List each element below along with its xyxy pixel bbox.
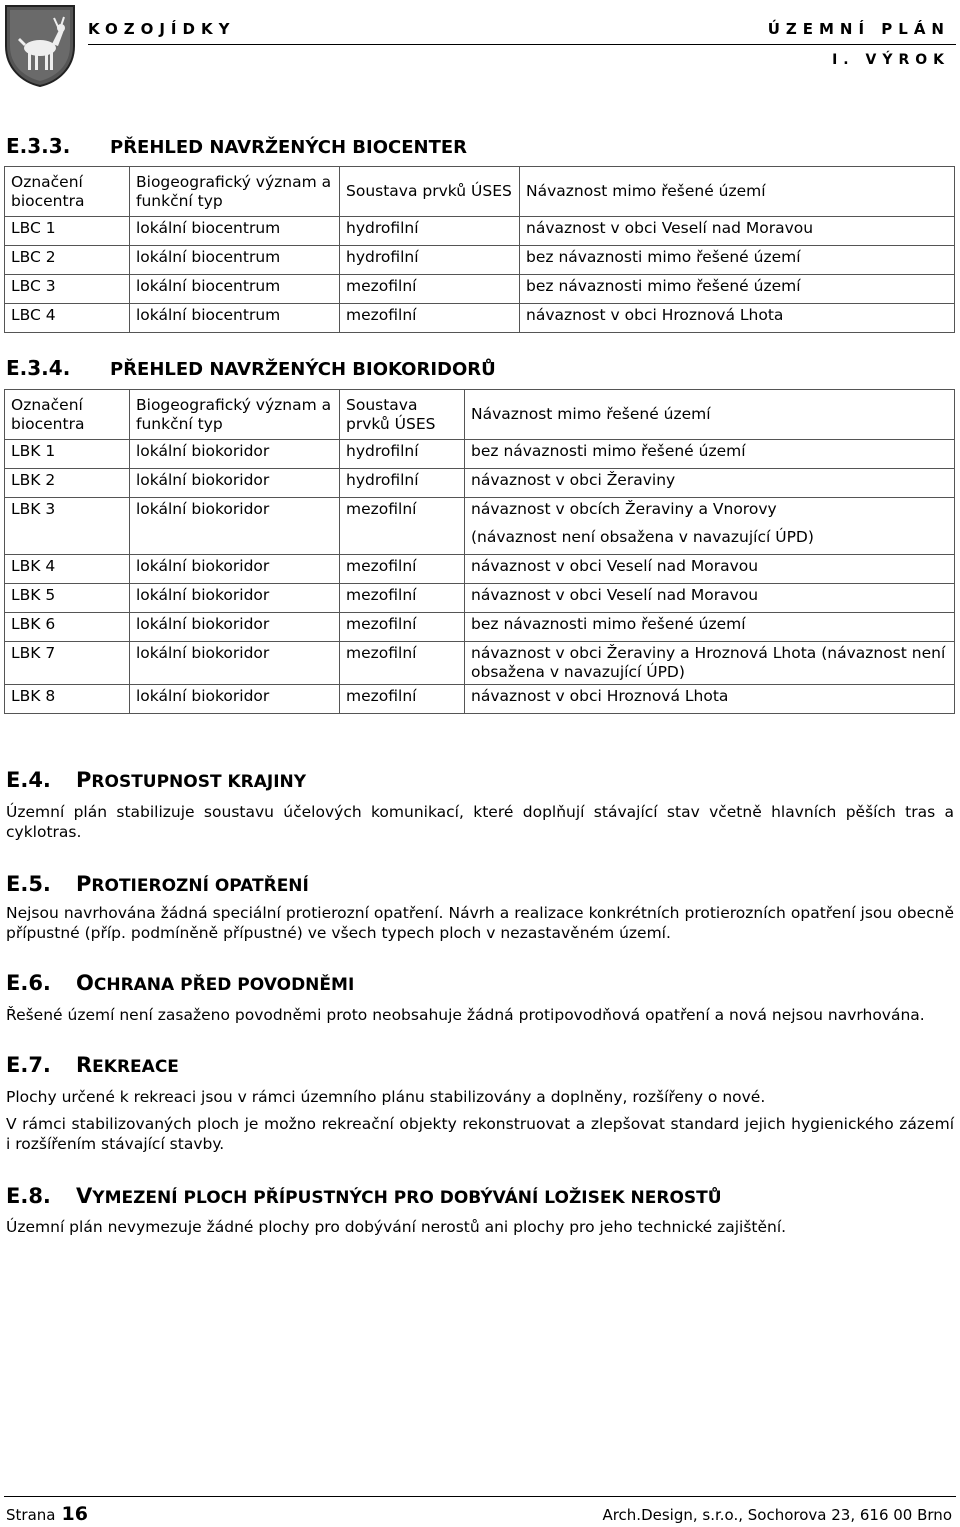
- biocentra-table: [4, 166, 955, 333]
- document-title: ÚZEMNÍ PLÁN: [767, 20, 950, 38]
- column-header: Soustava prvků ÚSES: [340, 167, 520, 217]
- column-header: Označení biocentra: [5, 167, 130, 217]
- table-row: [5, 526, 955, 555]
- table-row: [5, 217, 955, 246]
- table-cell: mezofilní: [340, 613, 465, 642]
- section-number: E.8.: [6, 1184, 51, 1208]
- title-initial: R: [76, 1053, 93, 1077]
- table-cell: mezofilní: [340, 685, 465, 714]
- table-row: [5, 275, 955, 304]
- section-heading-e8: [6, 1184, 722, 1208]
- table-row: [5, 469, 955, 498]
- table-cell: LBC 3: [5, 275, 130, 304]
- section-title: EKREACE: [92, 1057, 179, 1077]
- table-cell: mezofilní: [340, 584, 465, 613]
- table-cell: LBK 2: [5, 469, 130, 498]
- table-cell: návaznost v obci Hroznová Lhota: [465, 685, 955, 714]
- paragraph: Řešené území není zasaženo povodněmi proto neobsahuje žádná protipovodňová opatření a nová nejsou navrhována.: [6, 1006, 925, 1024]
- paragraph: Nejsou navrhována žádná speciální protierozní opatření. Návrh a realizace konkrétních protierozních opatření jsou obecně přípustné (příp. podmíněně přípustné) ve všech typech ploch v nezastavěném území.: [6, 904, 954, 942]
- goat-coat-of-arms-icon: [2, 2, 78, 88]
- column-header: Návaznost mimo řešené území: [520, 167, 955, 217]
- section-heading-e4: [6, 768, 306, 792]
- title-initial: V: [76, 1184, 93, 1208]
- table-cell: mezofilní: [340, 304, 520, 333]
- table-cell: mezofilní: [340, 642, 465, 685]
- section-heading-e6: [6, 971, 354, 995]
- section-heading-e333: [6, 134, 467, 158]
- table-cell: LBK 4: [5, 555, 130, 584]
- table-cell: bez návaznosti mimo řešené území: [520, 246, 955, 275]
- column-header: Označení biocentra: [5, 390, 130, 440]
- table-cell: LBC 4: [5, 304, 130, 333]
- header-divider: [88, 44, 956, 45]
- table-cell: lokální biokoridor: [130, 685, 340, 714]
- table-cell: lokální biokoridor: [130, 498, 340, 527]
- table-cell: mezofilní: [340, 275, 520, 304]
- title-initial: O: [76, 971, 94, 995]
- table-cell: lokální biocentrum: [130, 275, 340, 304]
- table-cell: návaznost v obci Veselí nad Moravou: [465, 584, 955, 613]
- table-cell: lokální biocentrum: [130, 217, 340, 246]
- section-number: E.6.: [6, 971, 51, 995]
- table-cell: bez návaznosti mimo řešené území: [465, 613, 955, 642]
- table-header-row: [5, 390, 955, 440]
- table-cell: návaznost v obci Žeraviny: [465, 469, 955, 498]
- municipality-name: KOZOJÍDKY: [88, 20, 236, 38]
- table-row: [5, 304, 955, 333]
- section-heading-e7: [6, 1053, 179, 1077]
- paragraph: Územní plán nevymezuje žádné plochy pro dobývání nerostů ani plochy pro jeho technické zajištění.: [6, 1218, 787, 1236]
- table-cell: hydrofilní: [340, 440, 465, 469]
- table-cell: lokální biocentrum: [130, 304, 340, 333]
- section-number: E.3.4.: [6, 356, 71, 380]
- footer-company: Arch.Design, s.r.o., Sochorova 23, 616 00 Brno: [602, 1506, 952, 1524]
- document-part: I. VÝROK: [832, 52, 950, 68]
- table-row: [5, 584, 955, 613]
- table-cell: návaznost v obci Veselí nad Moravou: [465, 555, 955, 584]
- section-title: YMEZENÍ PLOCH PŘÍPUSTNÝCH PRO DOBÝVÁNÍ LOŽISEK NEROSTŮ: [92, 1188, 722, 1208]
- table-cell: návaznost v obcích Žeraviny a Vnorovy: [465, 498, 955, 527]
- column-header: Soustava prvků ÚSES: [340, 390, 465, 440]
- table-cell: lokální biokoridor: [130, 440, 340, 469]
- page-header: [0, 0, 960, 95]
- table-cell: lokální biokoridor: [130, 555, 340, 584]
- section-title: PŘEHLED NAVRŽENÝCH BIOKORIDORŮ: [110, 359, 496, 380]
- section-title: PŘEHLED NAVRŽENÝCH BIOCENTER: [110, 137, 468, 158]
- table-cell: LBK 1: [5, 440, 130, 469]
- table-cell: lokální biocentrum: [130, 246, 340, 275]
- section-heading-e5: [6, 872, 309, 896]
- section-title: ROTIEROZNÍ OPATŘENÍ: [91, 876, 309, 896]
- column-header: Návaznost mimo řešené území: [465, 390, 955, 440]
- page-number-value: 16: [61, 1503, 88, 1525]
- table-cell: mezofilní: [340, 498, 465, 527]
- footer-divider: [4, 1496, 956, 1497]
- table-cell: hydrofilní: [340, 469, 465, 498]
- table-cell: hydrofilní: [340, 246, 520, 275]
- table-cell: hydrofilní: [340, 217, 520, 246]
- section-number: E.4.: [6, 768, 51, 792]
- section-title: ROSTUPNOST KRAJINY: [91, 772, 307, 792]
- paragraph: Územní plán stabilizuje soustavu účelových komunikací, které doplňují stávající stav včetně hlavních pěších tras a cyklotras.: [6, 803, 954, 841]
- table-cell: bez návaznosti mimo řešené území: [465, 440, 955, 469]
- title-initial: P: [76, 872, 92, 896]
- table-cell: LBK 8: [5, 685, 130, 714]
- section-number: E.3.3.: [6, 134, 71, 158]
- table-cell: návaznost v obci Žeraviny a Hroznová Lhota (návaznost není obsažena v navazující ÚPD): [465, 642, 955, 685]
- table-cell: bez návaznosti mimo řešené území: [520, 275, 955, 304]
- table-cell: návaznost v obci Veselí nad Moravou: [520, 217, 955, 246]
- table-row: [5, 498, 955, 527]
- table-cell: LBK 6: [5, 613, 130, 642]
- table-cell: [340, 526, 465, 555]
- table-row: [5, 555, 955, 584]
- section-title: CHRANA PŘED POVODNĚMI: [93, 975, 355, 995]
- table-header-row: [5, 167, 955, 217]
- section-number: E.7.: [6, 1053, 51, 1077]
- table-row: [5, 685, 955, 714]
- paragraph: Plochy určené k rekreaci jsou v rámci územního plánu stabilizovány a doplněny, rozšířeny o nové.: [6, 1088, 766, 1106]
- table-cell: LBK 3: [5, 498, 130, 527]
- page-number: [6, 1503, 88, 1525]
- table-cell: lokální biokoridor: [130, 613, 340, 642]
- table-row: [5, 613, 955, 642]
- table-row: [5, 246, 955, 275]
- table-row: [5, 440, 955, 469]
- table-cell: [130, 526, 340, 555]
- table-cell: mezofilní: [340, 555, 465, 584]
- table-cell: [5, 526, 130, 555]
- paragraph: V rámci stabilizovaných ploch je možno rekreační objekty rekonstruovat a zlepšovat standard jejich hygienického zázemí i rozšířením stávající stavby.: [6, 1115, 954, 1153]
- table-cell: lokální biokoridor: [130, 469, 340, 498]
- table-row: [5, 642, 955, 685]
- table-cell: (návaznost není obsažena v navazující ÚPD): [465, 526, 955, 555]
- title-initial: P: [76, 768, 92, 792]
- table-cell: návaznost v obci Hroznová Lhota: [520, 304, 955, 333]
- section-number: E.5.: [6, 872, 51, 896]
- biokoridory-table: [4, 389, 955, 714]
- table-cell: lokální biokoridor: [130, 584, 340, 613]
- column-header: Biogeografický význam a funkční typ: [130, 390, 340, 440]
- table-cell: LBC 2: [5, 246, 130, 275]
- table-cell: LBK 7: [5, 642, 130, 685]
- table-cell: lokální biokoridor: [130, 642, 340, 685]
- page-label: Strana: [6, 1506, 56, 1524]
- column-header: Biogeografický význam a funkční typ: [130, 167, 340, 217]
- section-heading-e334: [6, 356, 496, 380]
- table-cell: LBK 5: [5, 584, 130, 613]
- table-cell: LBC 1: [5, 217, 130, 246]
